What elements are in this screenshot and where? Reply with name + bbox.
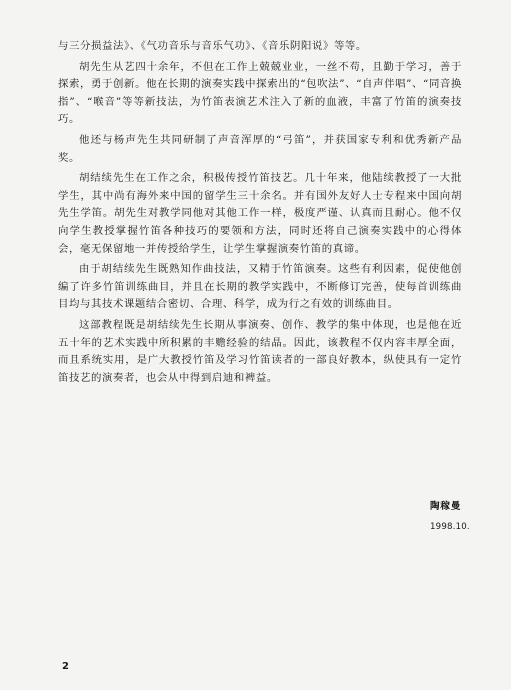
signature-block (430, 500, 470, 534)
paragraph-4: 胡结续先生在工作之余，积极传授竹笛技艺。几十年来，他陆续教授了一大批学生，其中尚有海外来中国的留学生三十余名。并有国外友好人士专程来中国向胡先生学笛。胡先生对教学同他对其他工作一样，极度严谨、认真而且耐心。他不仅向学生教授掌握竹笛各种技巧的要领和方法，同时还将自己演奏实践中的心得体会，毫无保留地一并传授给学生，让学生掌握演奏竹笛的真谛。 (58, 172, 462, 255)
paragraph-1: 与三分损益法》、《气功音乐与音乐气功》、《音乐阴阳说》等等。 (58, 40, 367, 52)
paragraph-6: 这部教程既是胡结续先生长期从事演奏、创作、教学的集中体现，也是他在近五十年的艺术实践中所积累的丰赡经验的结晶。因此，该教程不仅内容丰厚全面，而且系统实用，是广大教授竹笛及学习竹笛读者的一部良好教本，纵使具有一定竹笛技艺的演奏者，也会从中得到启迪和裨益。 (58, 318, 462, 384)
paragraph-5: 由于胡结续先生既熟知作曲技法，又精于竹笛演奏。这些有利因素，促使他创编了许多竹笛训练曲目，并且在长期的教学实践中，不断修订完善，使每首训练曲目均与其技术课题结合密切、合理、科学，成为行之有效的训练曲目。 (58, 263, 462, 311)
author-name: 陶稼曼 (430, 501, 462, 512)
paragraph-3: 他还与杨声先生共同研制了声音浑厚的“弓笛”，并获国家专利和优秀新产品奖。 (58, 133, 462, 164)
signature-date: 1998.10. (430, 522, 470, 532)
body-text (58, 38, 462, 390)
paragraph-2: 胡先生从艺四十余年，不但在工作上兢兢业业，一丝不苟，且勤于学习，善于探索，勇于创新。他在长期的演奏实践中探索出的“包吹法”、“自声伴唱”、“同音换指”、“喉音”等等新技法，为竹笛表演艺术注入了新的血液，丰富了竹笛的演奏技巧。 (58, 60, 462, 126)
page-number: 2 (62, 661, 69, 672)
